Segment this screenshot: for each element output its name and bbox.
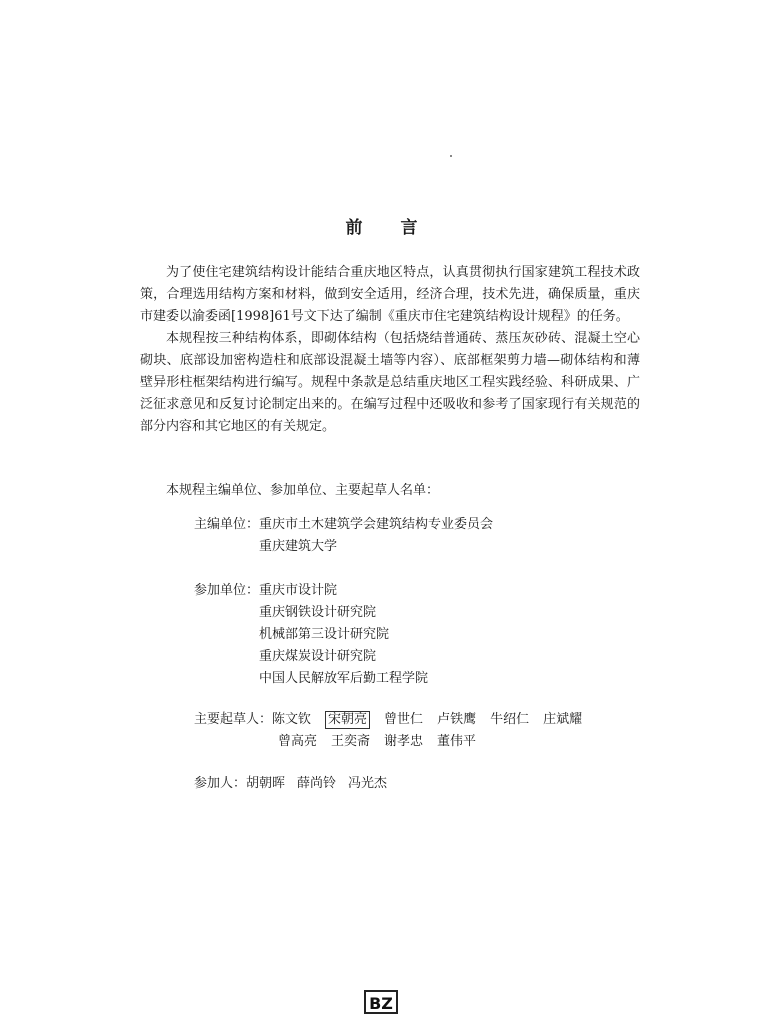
drafter-name: 庄斌耀 (543, 712, 583, 727)
names-intro: 本规程主编单位、参加单位、主要起草人名单： (166, 483, 440, 498)
foreword-body (140, 262, 640, 438)
page-mark-logo: BZ (364, 990, 398, 1014)
participant-name: 冯光杰 (348, 776, 388, 791)
chief-unit-item: 重庆建筑大学 (259, 539, 338, 554)
drafters-block (194, 709, 596, 753)
participating-unit-item: 重庆煤炭设计研究院 (259, 649, 377, 664)
participating-unit-item: 重庆钢铁设计研究院 (259, 605, 377, 620)
drafter-name-highlighted: 宋朝亮 (325, 711, 370, 729)
drafter-name: 曾世仁 (384, 712, 424, 727)
drafter-name: 陈文钦 (272, 712, 312, 727)
drafters-label: 主要起草人： (194, 712, 273, 727)
participating-unit-item: 机械部第三设计研究院 (259, 627, 390, 642)
drafter-name: 牛绍仁 (490, 712, 530, 727)
drafter-name: 卢铁鹰 (437, 712, 477, 727)
title-char-1: 前 (345, 218, 365, 238)
participant-name: 胡朝晖 (246, 776, 286, 791)
chief-units-block (194, 514, 493, 558)
participating-units-label: 参加单位： (194, 583, 260, 598)
participants-block (194, 772, 399, 791)
participating-unit-item: 重庆市设计院 (259, 583, 338, 598)
participating-unit-item: 中国人民解放军后勤工程学院 (259, 671, 429, 686)
participants-label: 参加人： (194, 776, 247, 791)
drafter-name: 谢孝忠 (384, 734, 424, 749)
drafter-name: 董伟平 (437, 734, 477, 749)
participant-name: 薛尚铃 (297, 776, 337, 791)
drafter-name: 王奕斋 (331, 734, 371, 749)
page-title (0, 213, 765, 238)
foreword-paragraph-1: 为了使住宅建筑结构设计能结合重庆地区特点，认真贯彻执行国家建筑工程技术政策，合理选用结构方案和材料，做到安全适用，经济合理，技术先进，确保质量，重庆市建委以渝委函[1998]61号文下达了编制《重庆市住宅建筑结构设计规程》的任务。 (140, 265, 640, 324)
chief-unit-item: 重庆市土木建筑学会建筑结构专业委员会 (259, 517, 494, 532)
scan-speck (450, 155, 452, 157)
chief-units-label: 主编单位： (194, 517, 260, 532)
title-char-2: 言 (400, 218, 420, 238)
participating-units-block (194, 580, 428, 690)
drafter-name: 曾高亮 (278, 734, 318, 749)
foreword-paragraph-2: 本规程按三种结构体系，即砌体结构（包括烧结普通砖、蒸压灰砂砖、混凝土空心砌块、底部设加密构造柱和底部设混凝土墙等内容）、底部框架剪力墙—砌体结构和薄壁异形柱框架结构进行编写。规程中条款是总结重庆地区工程实践经验、科研成果、广泛征求意见和反复讨论制定出来的。在编写过程中还吸收和参考了国家现行有关规范的部分内容和其它地区的有关规定。 (140, 331, 640, 434)
